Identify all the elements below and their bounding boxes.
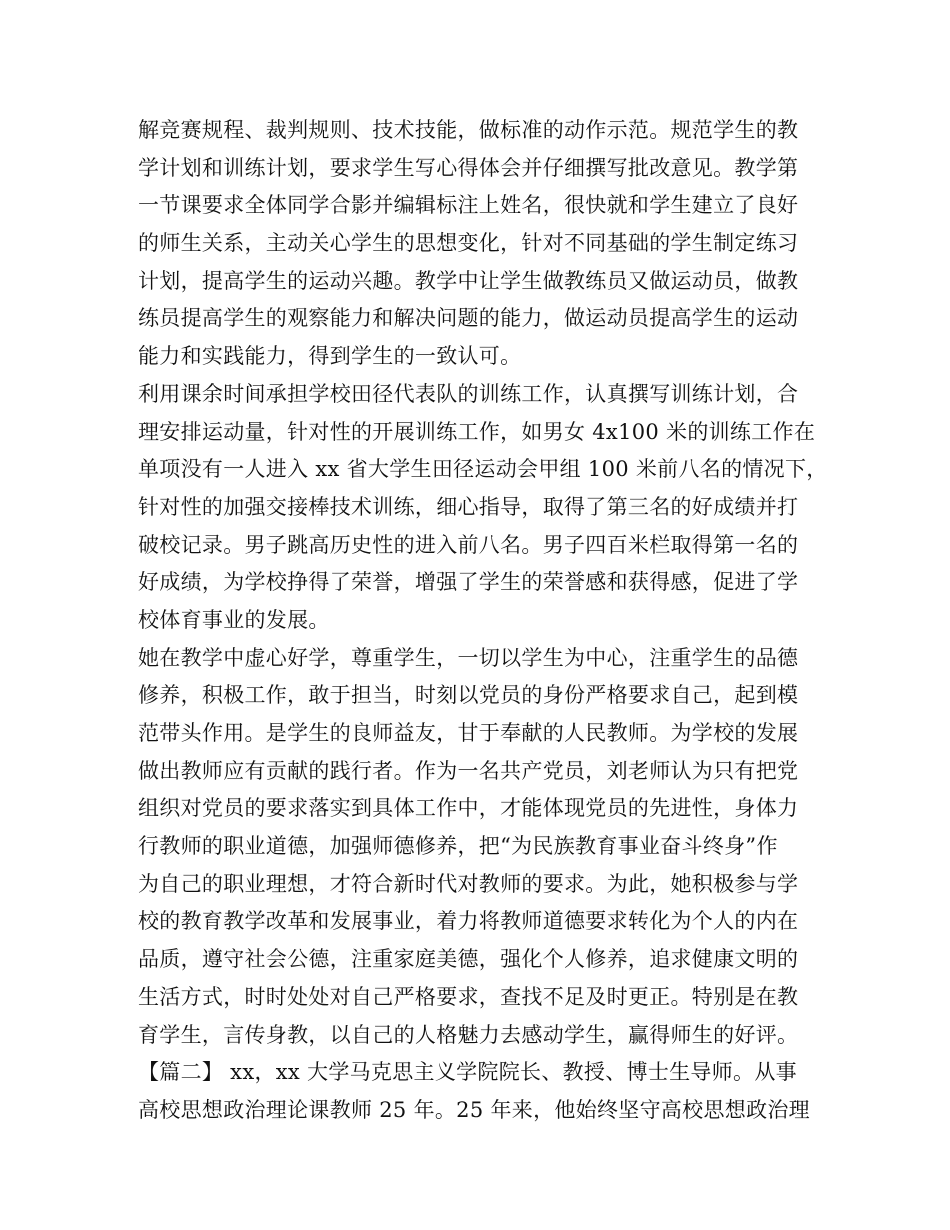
text-line: 学计划和训练计划，要求学生写心得体会并仔细撰写批改意见。教学第 <box>138 155 799 180</box>
text-line: 能力和实践能力，得到学生的一致认可。 <box>138 344 522 369</box>
text-line: 针对性的加强交接棒技术训练，细心指导，取得了第三名的好成绩并打 <box>138 494 799 519</box>
text-line: 理安排运动量，针对性的开展训练工作，如男女 4x100 米的训练工作在 <box>138 419 816 444</box>
text-line: 一节课要求全体同学合影并编辑标注上姓名，很快就和学生建立了良好 <box>138 193 799 218</box>
text-line: 做出教师应有贡献的践行者。作为一名共产党员，刘老师认为只有把党 <box>138 758 799 783</box>
text-line: 她在教学中虚心好学，尊重学生，一切以学生为中心，注重学生的品德 <box>138 645 799 670</box>
text-line: 好成绩，为学校挣得了荣誉，增强了学生的荣誉感和获得感，促进了学 <box>138 570 799 595</box>
text-line: 练员提高学生的观察能力和解决问题的能力，做运动员提高学生的运动 <box>138 306 799 331</box>
text-line: 育学生，言传身教，以自己的人格魅力去感动学生，赢得师生的好评。 <box>138 1022 799 1047</box>
text-line: 校体育事业的发展。 <box>138 607 330 632</box>
text-line: 的师生关系，主动关心学生的思想变化，针对不同基础的学生制定练习 <box>138 231 799 256</box>
text-line: 生活方式，时时处处对自己严格要求，查找不足及时更正。特别是在教 <box>138 984 799 1009</box>
text-line: 单项没有一人进入 xx 省大学生田径运动会甲组 100 米前八名的情况下， <box>138 457 828 482</box>
text-line: 品质，遵守社会公德，注重家庭美德，强化个人修养，追求健康文明的 <box>138 947 799 972</box>
text-line: 修养，积极工作，敢于担当，时刻以党员的身份严格要求自己，起到模 <box>138 683 799 708</box>
text-line: 为自己的职业理想，才符合新时代对教师的要求。为此，她积极参与学 <box>138 871 799 896</box>
text-line: 行教师的职业道德，加强师德修养，把“为民族教育事业奋斗终身”作 <box>138 834 778 859</box>
text-line: 组织对党员的要求落实到具体工作中，才能体现党员的先进性，身体力 <box>138 796 799 821</box>
text-line: 解竞赛规程、裁判规则、技术技能，做标准的动作示范。规范学生的教 <box>138 118 799 142</box>
text-line: 利用课余时间承担学校田径代表队的训练工作，认真撰写训练计划，合 <box>138 381 799 406</box>
text-line: 范带头作用。是学生的良师益友，甘于奉献的人民教师。为学校的发展 <box>138 721 799 745</box>
text-line: 【篇二】 xx，xx 大学马克思主义学院院长、教授、博士生导师。从事 <box>138 1060 797 1085</box>
text-line: 计划，提高学生的运动兴趣。教学中让学生做教练员又做运动员，做教 <box>138 268 799 293</box>
text-line: 高校思想政治理论课教师 25 年。25 年来，他始终坚守高校思想政治理 <box>138 1097 810 1122</box>
body-text <box>138 112 838 1130</box>
text-line: 校的教育教学改革和发展事业，着力将教师道德要求转化为个人的内在 <box>138 909 799 934</box>
text-line: 破校记录。男子跳高历史性的进入前八名。男子四百米栏取得第一名的 <box>138 532 799 557</box>
